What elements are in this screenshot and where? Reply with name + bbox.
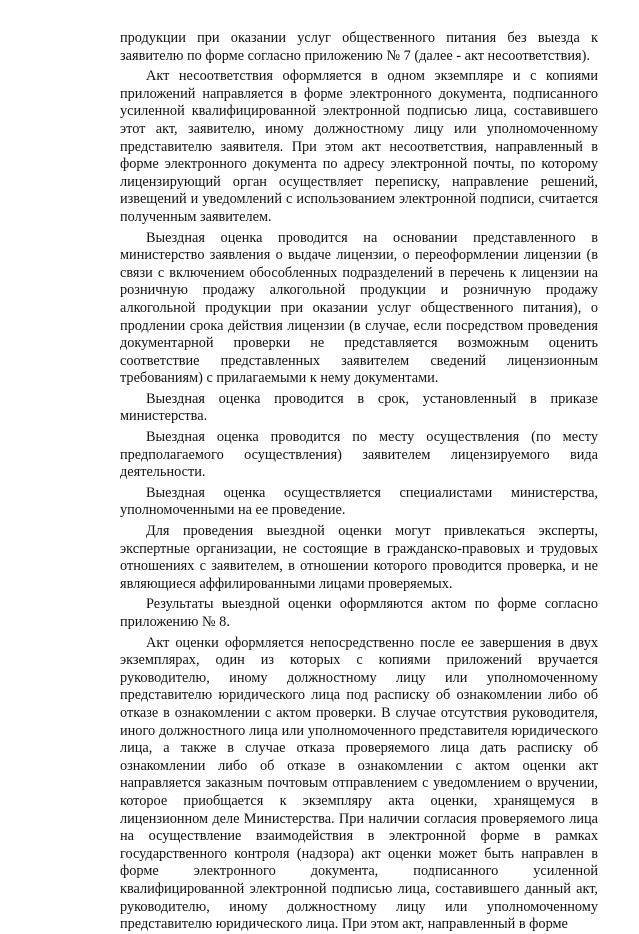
paragraph-onsite-term: Выездная оценка проводится в срок, установленный в приказе министерства.	[120, 390, 598, 425]
paragraph-results: Результаты выездной оценки оформляются актом по форме согласно приложению № 8.	[120, 596, 598, 630]
paragraph-onsite-basis: Выездная оценка проводится на основании представленного в министерство заявления о выдаче лицензии, о переоформлении лицензии (в связи с включением обособленных подразделений в перечень к лицензии на розничную продажу алкогольной продукции и розничную продажу алкогольной продукции при оказании услуг общественного питания), о продлении срока действия лицензии (в случае, если посредством проведения документарной проверки не представляется возможным оценить соответствие представленных заявителем сведений лицензионным требованиям) с прилагаемыми к нему документами.	[120, 229, 598, 387]
paragraph-onsite-place: Выездная оценка проводится по месту осуществления (по месту предполагаемого осуществления) заявителем лицензируемого вида деятельности.	[120, 429, 598, 481]
paragraph-onsite-staff: Выездная оценка осуществляется специалистами министерства, уполномоченными на ее проведение.	[120, 484, 598, 519]
paragraph-act-assessment: Акт оценки оформляется непосредственно после ее завершения в двух экземплярах, один из которых с копиями приложений вручается руководителю, иному должностному лицу или уполномоченному представителю юридического лица под расписку об ознакомлении либо об отказе в ознакомлении с актом проверки. В случае отсутствия руководителя, иного должностного лица или уполномоченного представителя юридического лица, а также в случае отказа проверяемого лица дать расписку об ознакомлении либо об отказе в ознакомлении с актом оценки акт направляется заказным почтовым отправлением с уведомлением о вручении, которое приобщается к экземпляру акта оценки, хранящемуся в лицензионном деле Министерства. При наличии согласия проверяемого лица на осуществление взаимодействия в электронной форме в рамках государственного контроля (надзора) акт оценки может быть направлен в форме электронного документа, подписанного усиленной квалифицированной электронной подписью лица, составившего данный акт, руководителю, иному должностному лицу или уполномоченному представителю юридического лица. При этом акт, направленный в форме	[120, 634, 598, 933]
paragraph-continuation: продукции при оказании услуг общественного питания без выезда к заявителю по форме согласно приложению № 7 (далее - акт несоответствия).	[120, 30, 598, 64]
paragraph-act-nonconformity: Акт несоответствия оформляется в одном экземпляре и с копиями приложений направляется в форме электронного документа, подписанного усиленной квалифицированной электронной подписью лица, составившего этот акт, заявителю, иному должностному лицу или уполномоченному представителю заявителя. При этом акт несоответствия, направленный в форме электронного документа по адресу электронной почты, по которому лицензирующий орган осуществляет переписку, направление решений, извещений и уведомлений с использованием электронной подписи, считается полученным заявителем.	[120, 68, 598, 225]
document-body	[120, 30, 598, 934]
paragraph-experts: Для проведения выездной оценки могут привлекаться эксперты, экспертные организации, не состоящие в гражданско-правовых и трудовых отношениях с заявителем, в отношении которого проводится проверка, и не являющиеся аффилированными лицами проверяемых.	[120, 523, 598, 592]
